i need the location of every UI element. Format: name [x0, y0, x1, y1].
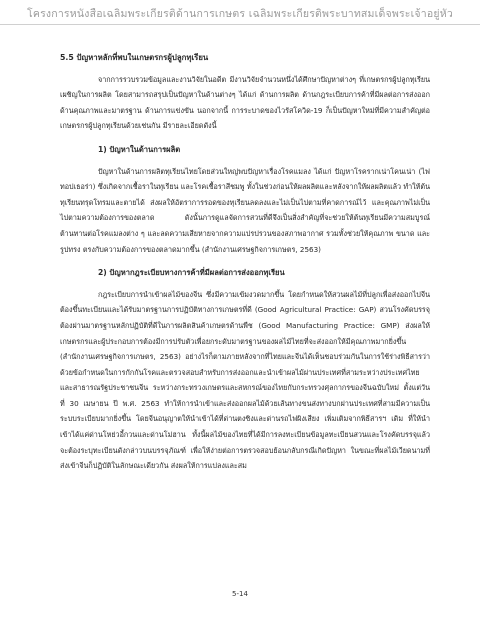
- subheading-trade-regulation: 2) ปัญหากฎระเบียบทางการค้าที่มีผลต่อการส่งออกทุเรียน: [98, 268, 285, 278]
- page-number: 5-14: [232, 590, 248, 598]
- page-content: [60, 50, 430, 482]
- trade-regulation-paragraph: กฎระเบียบการนำเข้าผลไม้ของจีน ซึ่งมีความเข้มงวดมากขึ้น โดยกำหนดให้สวนผลไม้ที่ปลูกเพื่อส่งออกไปจีนต้องขึ้นทะเบียนและได้รับมาตรฐานการปฏิบัติทางการเกษตรที่ดี (Good Agricultural Practice: GAP) สวนโรงคัดบรรจุต้องผ่านมาตรฐานหลักปฏิบัติที่ดีในการผลิตสินค้าเกษตรด้านพืช (Good Manufacturing Practice: GMP) ส่งผลให้เกษตรกรและผู้ประกอบการต้องมีการปรับตัวเพื่อยกระดับมาตรฐานของผลไม้ไทยที่จะส่งออกให้มีคุณภาพมากยิ่งขึ้น (สำนักงานเศรษฐกิจการเกษตร, 2563) อย่างไรก็ตามภายหลังจากที่ไทยและจีนได้เห็นชอบร่วมกันในการใช้ร่างพิธีสารว่าด้วยข้อกำหนดในการกักกันโรคและตรวจสอบสำหรับการส่งออกและนำเข้าผลไม้ผ่านประเทศที่สามระหว่างประเทศไทยและสาธารณรัฐประชาชนจีน ระหว่างกระทรวงเกษตรและสหกรณ์ของไทยกับกระทรวงศุลกากรของจีนฉบับใหม่ ตั้งแต่วันที่ 30 เมษายน ปี พ.ศ. 2563 ทำให้การนำเข้าและส่งออกผลไม้ด้วยเส้นทางขนส่งทางบกผ่านประเทศที่สามมีความเป็นระบบระเบียบมากยิ่งขึ้น โดยจีนอนุญาตให้นำเข้าได้ที่ด่านตงซิงและด่านรถไฟผิงเสียง เพิ่มเติมจากพิธีสารฯ เดิม ที่ให้นำเข้าได้แค่ด่านโหย่วอี้กวนและด่านโม่ฮาน ทั้งนี้ผลไม้ของไทยที่ได้มีการลงทะเบียนข้อมูลทะเบียนสวนและโรงคัดบรรจุแล้วจะต้องระบุทะเบียนดังกล่าวบนบรรจุภัณฑ์ เพื่อให้ง่ายต่อการตรวจสอบย้อนกลับกรณีเกิดปัญหา ในขณะที่ผลไม้เวียดนามที่ส่งเข้าจีนก็ปฏิบัติในลักษณะเดียวกัน ส่งผลให้การแปลงและสม: [60, 289, 430, 471]
- header-divider: [0, 24, 480, 25]
- running-header: โครงการหนังสือเฉลิมพระเกียรติด้านการเกษตร เฉลิมพระเกียรติพระบาทสมเด็จพระเจ้าอยู่หัว: [27, 8, 453, 20]
- production-paragraph: ปัญหาในด้านการผลิตทุเรียนไทยโดยส่วนใหญ่พบปัญหาเรื่องโรคแมลง ได้แก่ ปัญหาโรครากเน่าโคนเน่า (ไฟทอปเธอร่า) ซึ่งเกิดจากเชื้อราในทุเรียน และโรคเชื้อราสีชมพู ทั้งในช่วงก่อนให้ผลผลิตและหลังจากให้ผลผลิตแล้ว ทำให้ต้นทุเรียนทรุดโทรมและตายได้ ส่งผลให้อัตราการรอดของทุเรียนลดลงและไม่เป็นไปตามที่คาดการณ์ไว้ และคุณภาพไม่เป็นไปตามความต้องการของตลาด ดังนั้นการดูแลจัดการสวนที่ดีจึงเป็นสิ่งสำคัญที่จะช่วยให้ต้นทุเรียนมีความสมบูรณ์ ต้านทานต่อโรคแมลงต่าง ๆ และลดความเสียหายจากความแปรปรวนของสภาพอากาศ รวมทั้งช่วยให้คุณภาพ ขนาด และรูปทรง ตรงกับความต้องการของตลาดมากขึ้น (สำนักงานเศรษฐกิจการเกษตร, 2563): [60, 166, 430, 254]
- section-title: 5.5 ปัญหาหลักที่พบในเกษตรกรผู้ปลูกทุเรียน: [60, 53, 209, 62]
- subheading-production: 1) ปัญหาในด้านการผลิต: [98, 144, 181, 154]
- intro-paragraph: จากการรวบรวมข้อมูลและงานวิจัยในอดีต มีงานวิจัยจำนวนหนึ่งได้ศึกษาปัญหาต่างๆ ที่เกษตรกรผู้ปลูกทุเรียนเผชิญในการผลิต โดยสามารถสรุปเป็นปัญหาในด้านต่างๆ ได้แก่ ด้านการผลิต ด้านกฎระเบียบการค้าที่มีผลต่อการส่งออก ด้านคุณภาพและมาตรฐาน ด้านการแข่งขัน นอกจากนี้ การระบาดของไวรัสโควิด-19 ก็เป็นปัญหาใหม่ที่มีความสำคัญต่อเกษตรกรผู้ปลูกทุเรียนด้วยเช่นกัน มีรายละเอียดดังนี้: [60, 74, 430, 131]
